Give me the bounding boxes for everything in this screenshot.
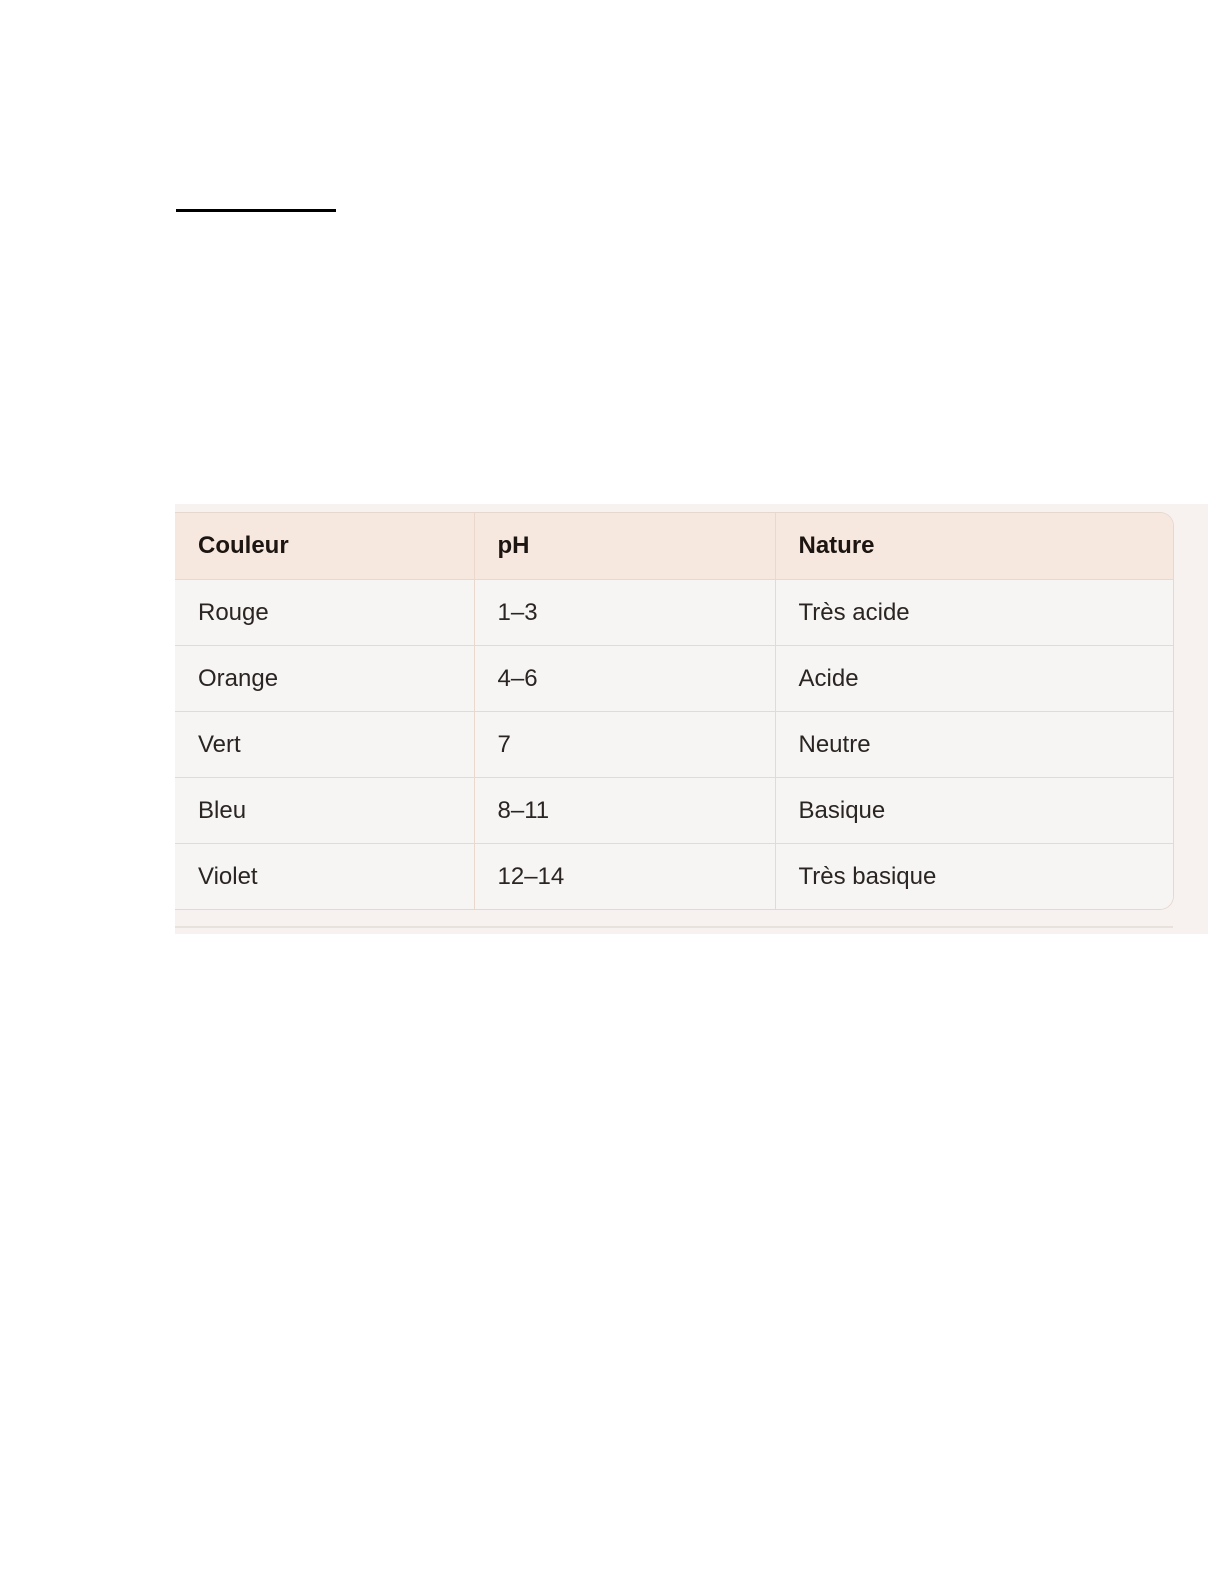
header-ph: pH — [474, 513, 775, 580]
cell-couleur: Orange — [175, 646, 474, 712]
header-couleur: Couleur — [175, 513, 474, 580]
cell-ph: 1–3 — [474, 580, 775, 646]
cell-nature: Basique — [775, 778, 1173, 844]
table-row — [175, 712, 1173, 778]
table-container — [175, 504, 1208, 934]
cell-nature: Très acide — [775, 580, 1173, 646]
cell-couleur: Violet — [175, 844, 474, 910]
cell-couleur: Rouge — [175, 580, 474, 646]
title-underline — [176, 209, 336, 212]
table-row — [175, 844, 1173, 910]
table-header-row — [175, 513, 1173, 580]
ph-table-card — [175, 512, 1174, 910]
header-nature: Nature — [775, 513, 1173, 580]
cell-ph: 12–14 — [474, 844, 775, 910]
table-row — [175, 646, 1173, 712]
cell-nature: Neutre — [775, 712, 1173, 778]
cell-couleur: Bleu — [175, 778, 474, 844]
cell-ph: 7 — [474, 712, 775, 778]
table-bottom-divider — [175, 926, 1173, 928]
table-row — [175, 580, 1173, 646]
cell-nature: Très basique — [775, 844, 1173, 910]
table-row — [175, 778, 1173, 844]
ph-color-table — [175, 513, 1173, 909]
cell-ph: 4–6 — [474, 646, 775, 712]
cell-couleur: Vert — [175, 712, 474, 778]
cell-ph: 8–11 — [474, 778, 775, 844]
cell-nature: Acide — [775, 646, 1173, 712]
